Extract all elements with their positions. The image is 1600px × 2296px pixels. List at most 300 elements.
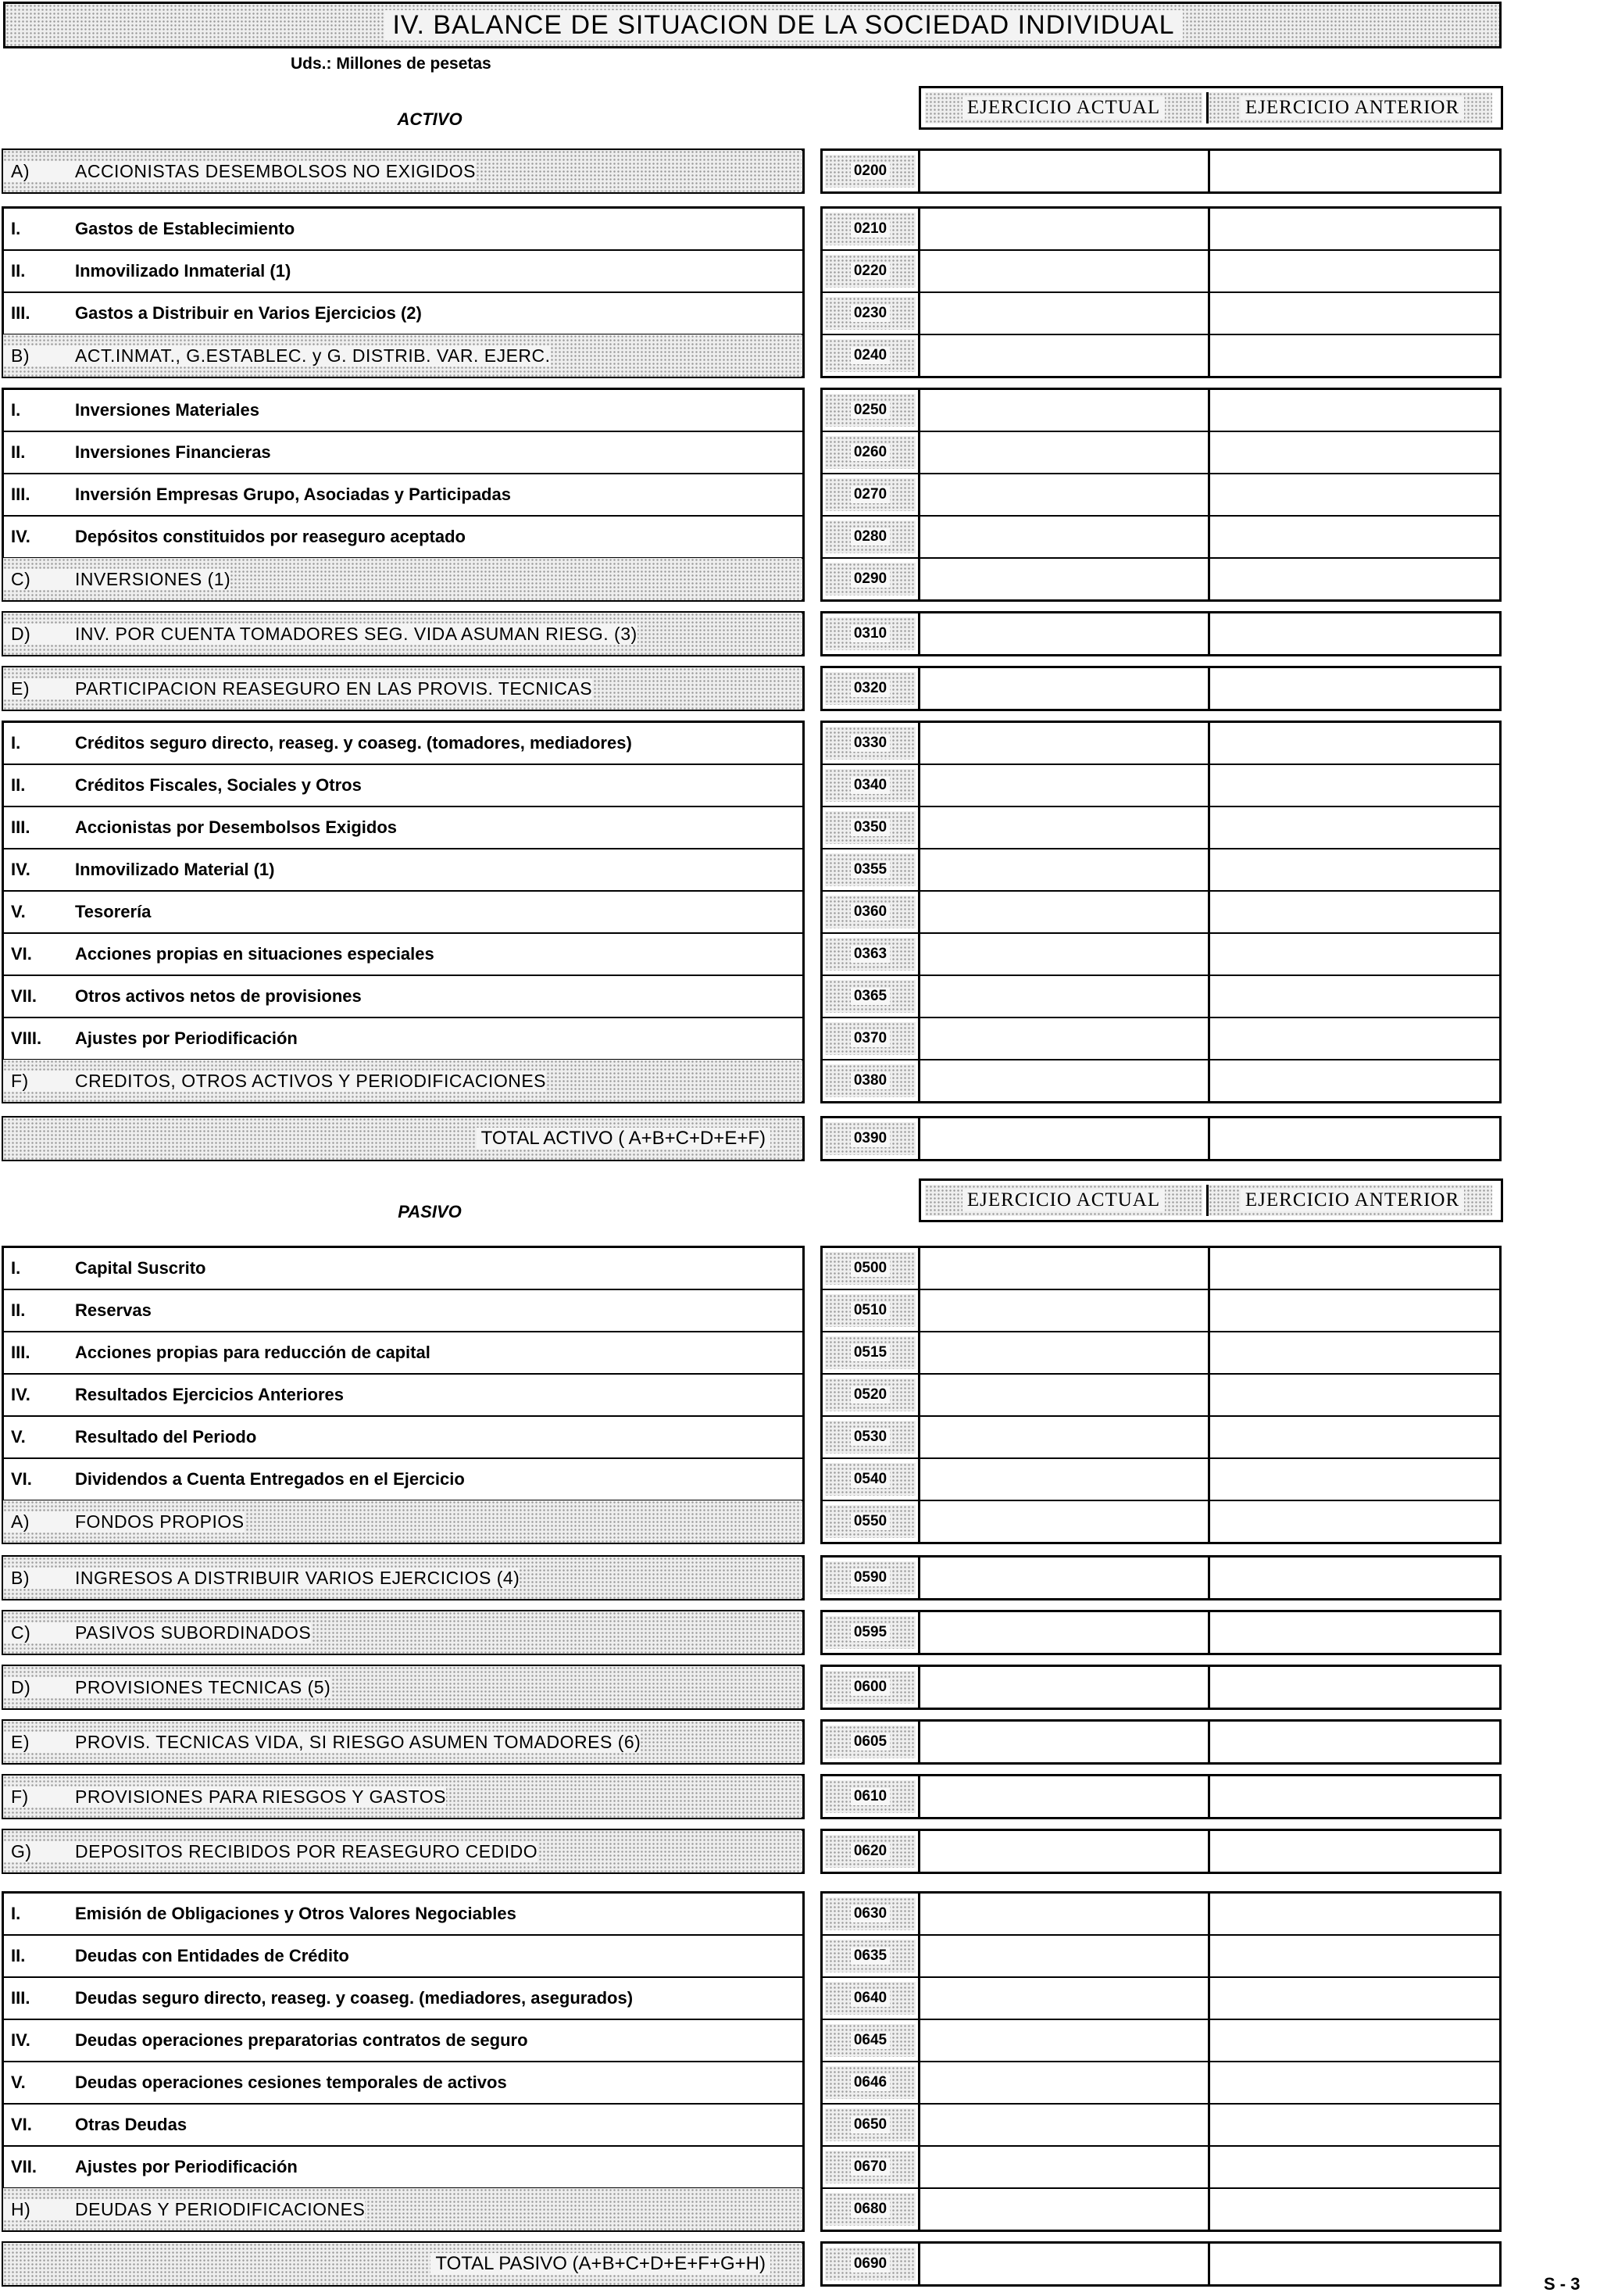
- value-cell-anterior[interactable]: [1211, 389, 1498, 431]
- activo-row-0310: [0, 613, 1600, 655]
- value-cell-actual[interactable]: [923, 1060, 1205, 1102]
- value-cell-anterior[interactable]: [1211, 1611, 1498, 1654]
- row-number: I.: [11, 400, 21, 420]
- row-code: [825, 1294, 916, 1327]
- row-code-text: 0530: [851, 1429, 890, 1446]
- value-cell-actual[interactable]: [923, 431, 1205, 474]
- value-cell-actual[interactable]: [923, 292, 1205, 334]
- value-cell-anterior[interactable]: [1211, 1830, 1498, 1872]
- row-text: Reservas: [75, 1300, 152, 1320]
- value-cell-anterior[interactable]: [1211, 334, 1498, 377]
- pasivo-row-0640: [0, 1977, 1600, 2019]
- value-cell-anterior[interactable]: [1211, 250, 1498, 292]
- pasivo-group: [0, 1610, 1600, 1655]
- pasivo-row-0680: [0, 2188, 1600, 2230]
- value-cell-actual[interactable]: [923, 1500, 1205, 1543]
- pasivo-group: [0, 1665, 1600, 1710]
- row-label: [3, 933, 802, 975]
- value-cell-actual[interactable]: [923, 2019, 1205, 2062]
- value-cell-actual[interactable]: [923, 389, 1205, 431]
- value-cell-actual[interactable]: [923, 1977, 1205, 2019]
- activo-row-0330: [0, 722, 1600, 764]
- row-text: TOTAL PASIVO (A+B+C+D+E+F+G+H): [430, 2253, 770, 2275]
- value-cell-actual[interactable]: [923, 2062, 1205, 2104]
- row-code: [825, 672, 916, 705]
- row-label: [3, 2243, 802, 2285]
- row-code-text: 0680: [851, 2201, 890, 2218]
- row-code-text: 0200: [851, 163, 890, 180]
- activo-group: [0, 721, 1600, 1103]
- row-label: [3, 806, 802, 849]
- row-code: [825, 297, 916, 330]
- row-code-text: 0600: [851, 1679, 890, 1696]
- row-number: I.: [11, 733, 21, 753]
- row-text: PROVISIONES TECNICAS (5): [62, 1677, 330, 1698]
- activo-row-0260: [0, 431, 1600, 474]
- row-number: IV.: [11, 860, 30, 879]
- row-label: [3, 2019, 802, 2062]
- value-cell-actual[interactable]: [923, 1458, 1205, 1500]
- row-text: Acciones propias en situaciones especiales: [75, 944, 434, 964]
- activo-row-0390: [0, 1118, 1600, 1160]
- value-cell-anterior[interactable]: [1211, 1332, 1498, 1374]
- value-cell-actual[interactable]: [923, 1416, 1205, 1458]
- row-number: II.: [11, 1300, 26, 1320]
- row-number: F): [3, 1786, 62, 1808]
- row-code-text: 0670: [851, 2158, 890, 2176]
- row-code-text: 0220: [851, 263, 890, 280]
- row-code: [825, 2193, 916, 2226]
- row-number: III.: [11, 1343, 30, 1362]
- row-code: [825, 1064, 916, 1097]
- value-cell-actual[interactable]: [923, 150, 1205, 192]
- value-cell-actual[interactable]: [923, 1289, 1205, 1332]
- row-text: INV. POR CUENTA TOMADORES SEG. VIDA ASUMAN RIESG. (3): [62, 624, 638, 645]
- pasivo-row-0500: [0, 1247, 1600, 1289]
- row-number: VIII.: [11, 1028, 42, 1048]
- activo-col-actual: EJERCICIO ACTUAL: [925, 92, 1202, 123]
- row-number: IV.: [11, 1385, 30, 1404]
- row-text: Créditos seguro directo, reaseg. y coaseg. (tomadores, mediadores): [75, 733, 632, 753]
- row-text: Deudas operaciones cesiones temporales de activos: [75, 2072, 507, 2092]
- row-code: [825, 1252, 916, 1285]
- value-cell-anterior[interactable]: [1211, 613, 1498, 655]
- activo-group: [0, 666, 1600, 711]
- row-code-text: 0635: [851, 1947, 890, 1965]
- pasivo-heading: PASIVO: [398, 1202, 462, 1221]
- row-code-text: 0210: [851, 220, 890, 238]
- row-code-text: 0520: [851, 1386, 890, 1404]
- value-cell-actual[interactable]: [923, 2188, 1205, 2230]
- row-text: Deudas con Entidades de Crédito: [75, 1946, 349, 1965]
- pasivo-row-0510: [0, 1289, 1600, 1332]
- value-cell-actual[interactable]: [923, 1118, 1205, 1160]
- row-code: [825, 2151, 916, 2183]
- row-number: IV.: [11, 2030, 30, 2050]
- row-number: III.: [11, 303, 30, 323]
- row-label: [3, 389, 802, 431]
- value-cell-actual[interactable]: [923, 849, 1205, 891]
- value-cell-anterior[interactable]: [1211, 1666, 1498, 1708]
- activo-row-0370: [0, 1017, 1600, 1060]
- row-code-text: 0340: [851, 777, 890, 794]
- row-code-text: 0590: [851, 1569, 890, 1586]
- value-cell-actual[interactable]: [923, 764, 1205, 806]
- row-number: VII.: [11, 986, 38, 1006]
- pasivo-row-0650: [0, 2104, 1600, 2146]
- row-label: [3, 1776, 802, 1818]
- value-cell-actual[interactable]: [923, 334, 1205, 377]
- row-text: PROVIS. TECNICAS VIDA, SI RIESGO ASUMEN TOMADORES (6): [62, 1732, 641, 1753]
- value-cell-anterior[interactable]: [1211, 1118, 1498, 1160]
- row-code: [825, 938, 916, 971]
- activo-row-0290: [0, 558, 1600, 600]
- row-number: E): [3, 1732, 62, 1753]
- row-code-text: 0310: [851, 625, 890, 642]
- activo-heading: ACTIVO: [397, 109, 462, 129]
- row-code-text: 0550: [851, 1513, 890, 1530]
- row-number: III.: [11, 485, 30, 504]
- value-cell-actual[interactable]: [923, 1374, 1205, 1416]
- row-label: [3, 516, 802, 558]
- row-label: [3, 150, 802, 192]
- row-label: [3, 1666, 802, 1708]
- row-code-text: 0690: [851, 2255, 890, 2273]
- row-label: [3, 334, 802, 377]
- value-cell-anterior[interactable]: [1211, 1247, 1498, 1289]
- value-cell-actual[interactable]: [923, 806, 1205, 849]
- row-text: Resultados Ejercicios Anteriores: [75, 1385, 344, 1404]
- row-text: Inmovilizado Material (1): [75, 860, 275, 879]
- row-code: [825, 1940, 916, 1972]
- row-number: V.: [11, 2072, 26, 2092]
- row-code: [825, 478, 916, 511]
- activo-row-0365: [0, 975, 1600, 1017]
- value-cell-actual[interactable]: [923, 516, 1205, 558]
- value-cell-anterior[interactable]: [1211, 933, 1498, 975]
- row-number: III.: [11, 817, 30, 837]
- row-code: [825, 339, 916, 372]
- row-text: ACCIONISTAS DESEMBOLSOS NO EXIGIDOS: [62, 161, 476, 182]
- row-label: [3, 431, 802, 474]
- row-text: PROVISIONES PARA RIESGOS Y GASTOS: [62, 1786, 446, 1808]
- pasivo-row-0670: [0, 2146, 1600, 2188]
- value-cell-actual[interactable]: [923, 1332, 1205, 1374]
- value-cell-anterior[interactable]: [1211, 1060, 1498, 1102]
- value-cell-actual[interactable]: [923, 1557, 1205, 1599]
- row-number: A): [3, 1511, 62, 1532]
- value-cell-anterior[interactable]: [1211, 891, 1498, 933]
- row-text: Tesorería: [75, 902, 152, 921]
- value-cell-anterior[interactable]: [1211, 975, 1498, 1017]
- value-cell-anterior[interactable]: [1211, 431, 1498, 474]
- row-text: Dividendos a Cuenta Entregados en el Ejercicio: [75, 1469, 465, 1489]
- pasivo-row-0515: [0, 1332, 1600, 1374]
- row-code: [825, 1421, 916, 1454]
- row-text: FONDOS PROPIOS: [62, 1511, 245, 1532]
- row-code-text: 0250: [851, 402, 890, 419]
- pasivo-group: [0, 1246, 1600, 1544]
- row-code-text: 0370: [851, 1030, 890, 1047]
- pasivo-row-0590: [0, 1557, 1600, 1599]
- row-label: [3, 764, 802, 806]
- row-code-text: 0380: [851, 1072, 890, 1089]
- activo-row-0320: [0, 667, 1600, 710]
- pasivo-row-0610: [0, 1776, 1600, 1818]
- row-label: [3, 2104, 802, 2146]
- row-text: Ajustes por Periodificación: [75, 2157, 298, 2176]
- pasivo-group: [0, 1555, 1600, 1600]
- row-code: [825, 1835, 916, 1868]
- row-label: [3, 1893, 802, 1935]
- row-label: [3, 1611, 802, 1654]
- row-number: V.: [11, 902, 26, 921]
- row-code-text: 0280: [851, 528, 890, 545]
- row-label: [3, 1557, 802, 1599]
- row-code-text: 0363: [851, 946, 890, 963]
- row-text: Créditos Fiscales, Sociales y Otros: [75, 775, 362, 795]
- value-cell-actual[interactable]: [923, 933, 1205, 975]
- value-cell-anterior[interactable]: [1211, 1776, 1498, 1818]
- row-text: Gastos a Distribuir en Varios Ejercicios (2): [75, 303, 422, 323]
- value-cell-actual[interactable]: [923, 975, 1205, 1017]
- value-cell-anterior[interactable]: [1211, 208, 1498, 250]
- value-cell-anterior[interactable]: [1211, 764, 1498, 806]
- value-cell-anterior[interactable]: [1211, 1721, 1498, 1763]
- row-code-text: 0650: [851, 2116, 890, 2133]
- activo-row-0363: [0, 933, 1600, 975]
- value-cell-anterior[interactable]: [1211, 1416, 1498, 1458]
- row-number: II.: [11, 261, 26, 281]
- value-cell-actual[interactable]: [923, 1935, 1205, 1977]
- row-code: [825, 1671, 916, 1704]
- value-cell-anterior[interactable]: [1211, 2019, 1498, 2062]
- row-text: Emisión de Obligaciones y Otros Valores Negociables: [75, 1904, 516, 1923]
- row-code: [825, 1616, 916, 1649]
- value-cell-anterior[interactable]: [1211, 1935, 1498, 1977]
- row-text: Depósitos constituidos por reaseguro aceptado: [75, 527, 466, 546]
- pasivo-col-anterior: EJERCICIO ANTERIOR: [1206, 1185, 1492, 1216]
- row-text: Resultado del Periodo: [75, 1427, 257, 1447]
- row-code: [825, 769, 916, 802]
- row-text: Accionistas por Desembolsos Exigidos: [75, 817, 398, 837]
- row-label: [3, 667, 802, 710]
- row-code-text: 0240: [851, 347, 890, 364]
- value-cell-actual[interactable]: [923, 1776, 1205, 1818]
- row-code: [825, 617, 916, 650]
- value-cell-anterior[interactable]: [1211, 1500, 1498, 1543]
- activo-row-0360: [0, 891, 1600, 933]
- row-code-text: 0620: [851, 1843, 890, 1860]
- row-number: F): [3, 1071, 62, 1092]
- value-cell-actual[interactable]: [923, 613, 1205, 655]
- row-label: [3, 474, 802, 516]
- activo-group: [0, 1116, 1600, 1161]
- value-cell-actual[interactable]: [923, 1893, 1205, 1935]
- row-text: CREDITOS, OTROS ACTIVOS Y PERIODIFICACIONES: [62, 1071, 546, 1092]
- row-code-text: 0645: [851, 2032, 890, 2049]
- row-number: VI.: [11, 2115, 32, 2134]
- row-code: [825, 1379, 916, 1411]
- row-code: [825, 1022, 916, 1055]
- row-label: [3, 613, 802, 655]
- activo-row-0200: [0, 150, 1600, 192]
- row-label: [3, 292, 802, 334]
- value-cell-actual[interactable]: [923, 1721, 1205, 1763]
- title-band: [3, 2, 1502, 48]
- row-label: [3, 1332, 802, 1374]
- row-number: V.: [11, 1427, 26, 1447]
- value-cell-anterior[interactable]: [1211, 1289, 1498, 1332]
- row-number: VII.: [11, 2157, 38, 2176]
- row-number: IV.: [11, 527, 30, 546]
- row-text: TOTAL ACTIVO ( A+B+C+D+E+F): [477, 1128, 770, 1150]
- activo-row-0210: [0, 208, 1600, 250]
- row-text: Inversiones Materiales: [75, 400, 260, 420]
- activo-row-0350: [0, 806, 1600, 849]
- row-text: PASIVOS SUBORDINADOS: [62, 1622, 311, 1643]
- value-cell-anterior[interactable]: [1211, 292, 1498, 334]
- activo-row-0380: [0, 1060, 1600, 1102]
- value-cell-actual[interactable]: [923, 2146, 1205, 2188]
- row-number: B): [3, 1568, 62, 1589]
- row-code: [825, 1982, 916, 2015]
- value-cell-anterior[interactable]: [1211, 2062, 1498, 2104]
- row-number: II.: [11, 775, 26, 795]
- row-code: [825, 853, 916, 886]
- activo-group: [0, 206, 1600, 378]
- row-code-text: 0290: [851, 570, 890, 588]
- row-number: D): [3, 1677, 62, 1698]
- pasivo-row-0540: [0, 1458, 1600, 1500]
- row-label: [3, 975, 802, 1017]
- row-code: [825, 1780, 916, 1813]
- row-number: III.: [11, 1988, 30, 2008]
- row-label: [3, 208, 802, 250]
- row-code: [825, 394, 916, 427]
- page-number: S - 3: [1544, 2274, 1580, 2294]
- value-cell-actual[interactable]: [923, 208, 1205, 250]
- row-label: [3, 2062, 802, 2104]
- value-cell-anterior[interactable]: [1211, 1557, 1498, 1599]
- row-code: [825, 1122, 916, 1155]
- value-cell-anterior[interactable]: [1211, 516, 1498, 558]
- value-cell-actual[interactable]: [923, 891, 1205, 933]
- value-cell-anterior[interactable]: [1211, 2188, 1498, 2230]
- value-cell-actual[interactable]: [923, 474, 1205, 516]
- row-label: [3, 1977, 802, 2019]
- row-label: [3, 1830, 802, 1872]
- value-cell-anterior[interactable]: [1211, 667, 1498, 710]
- pasivo-row-0630: [0, 1893, 1600, 1935]
- row-code-text: 0350: [851, 819, 890, 836]
- value-cell-anterior[interactable]: [1211, 1458, 1498, 1500]
- value-cell-actual[interactable]: [923, 1017, 1205, 1060]
- pasivo-row-0520: [0, 1374, 1600, 1416]
- row-text: ACT.INMAT., G.ESTABLEC. y G. DISTRIB. VAR. EJERC.: [62, 345, 551, 367]
- pasivo-group: [0, 1774, 1600, 1819]
- value-cell-anterior[interactable]: [1211, 1893, 1498, 1935]
- value-cell-actual[interactable]: [923, 1611, 1205, 1654]
- row-number: I.: [11, 1258, 21, 1278]
- pasivo-row-0600: [0, 1666, 1600, 1708]
- row-number: G): [3, 1841, 62, 1862]
- row-code-text: 0500: [851, 1260, 890, 1277]
- value-cell-anterior[interactable]: [1211, 1017, 1498, 1060]
- row-code: [825, 1897, 916, 1930]
- row-number: C): [3, 1622, 62, 1643]
- pasivo-row-0550: [0, 1500, 1600, 1543]
- value-cell-anterior[interactable]: [1211, 1977, 1498, 2019]
- row-code-text: 0270: [851, 486, 890, 503]
- activo-row-0355: [0, 849, 1600, 891]
- row-code-text: 0365: [851, 988, 890, 1005]
- units-note: Uds.: Millones de pesetas: [291, 55, 491, 73]
- row-code: [825, 1336, 916, 1369]
- pasivo-column-header: [919, 1178, 1503, 1222]
- activo-row-0280: [0, 516, 1600, 558]
- row-text: Ajustes por Periodificación: [75, 1028, 298, 1048]
- value-cell-anterior[interactable]: [1211, 849, 1498, 891]
- value-cell-anterior[interactable]: [1211, 806, 1498, 849]
- row-text: DEUDAS Y PERIODIFICACIONES: [62, 2199, 365, 2220]
- row-text: Gastos de Establecimiento: [75, 219, 295, 238]
- row-label: [3, 2146, 802, 2188]
- row-label: [3, 1060, 802, 1102]
- value-cell-anterior[interactable]: [1211, 722, 1498, 764]
- value-cell-actual[interactable]: [923, 2104, 1205, 2146]
- row-label: [3, 1458, 802, 1500]
- row-label: [3, 1289, 802, 1332]
- row-code: [825, 2248, 916, 2280]
- row-code: [825, 2024, 916, 2057]
- row-text: Inversiones Financieras: [75, 442, 271, 462]
- row-label: [3, 2188, 802, 2230]
- value-cell-actual[interactable]: [923, 558, 1205, 600]
- activo-column-header: [919, 86, 1503, 130]
- row-code: [825, 980, 916, 1013]
- pasivo-row-0646: [0, 2062, 1600, 2104]
- value-cell-actual[interactable]: [923, 722, 1205, 764]
- activo-row-0230: [0, 292, 1600, 334]
- value-cell-actual[interactable]: [923, 1830, 1205, 1872]
- row-label: [3, 1118, 802, 1160]
- value-cell-anterior[interactable]: [1211, 558, 1498, 600]
- value-cell-anterior[interactable]: [1211, 1374, 1498, 1416]
- row-number: D): [3, 624, 62, 645]
- value-cell-anterior[interactable]: [1211, 2146, 1498, 2188]
- value-cell-anterior[interactable]: [1211, 2243, 1498, 2285]
- value-cell-anterior[interactable]: [1211, 474, 1498, 516]
- pasivo-group: [0, 2241, 1600, 2287]
- row-code: [825, 896, 916, 928]
- row-number: A): [3, 161, 62, 182]
- row-code-text: 0595: [851, 1624, 890, 1641]
- value-cell-anterior[interactable]: [1211, 150, 1498, 192]
- value-cell-anterior[interactable]: [1211, 2104, 1498, 2146]
- value-cell-actual[interactable]: [923, 250, 1205, 292]
- pasivo-row-0690: [0, 2243, 1600, 2285]
- row-number: B): [3, 345, 62, 367]
- row-code: [825, 255, 916, 288]
- value-cell-actual[interactable]: [923, 2243, 1205, 2285]
- row-number: C): [3, 569, 62, 590]
- value-cell-actual[interactable]: [923, 1247, 1205, 1289]
- value-cell-actual[interactable]: [923, 1666, 1205, 1708]
- activo-row-0250: [0, 389, 1600, 431]
- value-cell-actual[interactable]: [923, 667, 1205, 710]
- row-code: [825, 1505, 916, 1538]
